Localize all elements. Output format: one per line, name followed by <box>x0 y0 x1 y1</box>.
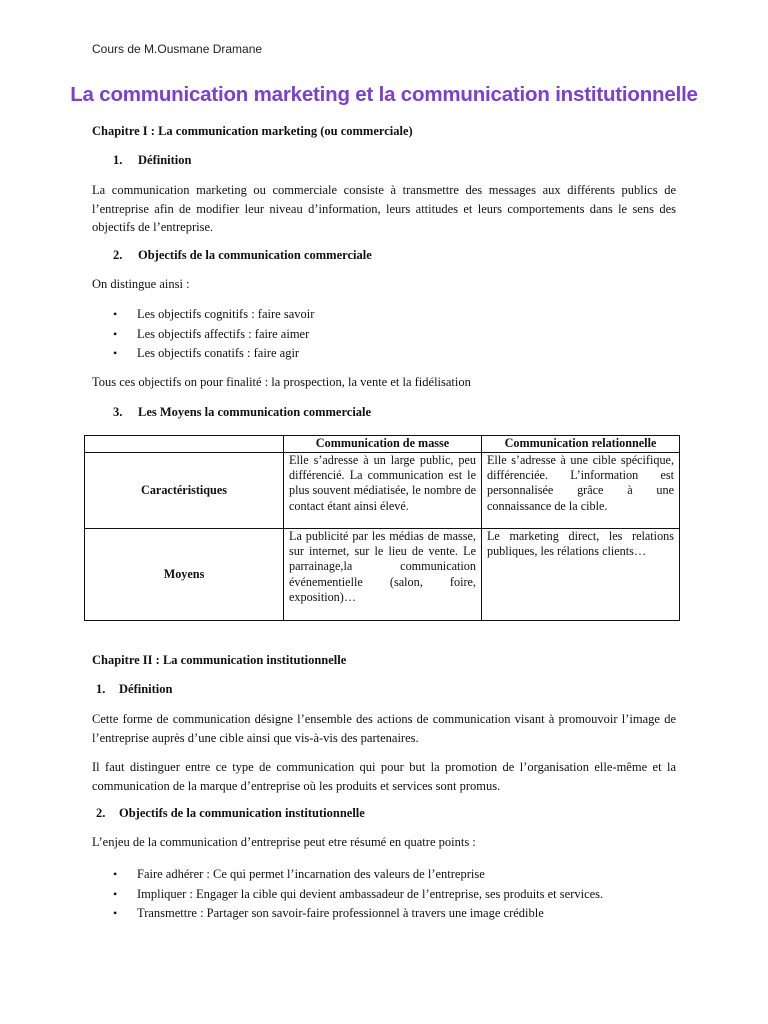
column-header-mass: Communication de masse <box>284 436 482 453</box>
course-author: Cours de M.Ousmane Dramane <box>92 42 263 56</box>
chapter-2-section-1-number: 1. <box>96 682 106 696</box>
chapter-1-section-1-title: Définition <box>138 153 192 167</box>
table-header-row <box>85 436 680 453</box>
chapter-2-section-1-title: Définition <box>119 682 173 696</box>
means-table <box>84 435 680 621</box>
chapter-1-objectives-list <box>113 305 314 364</box>
column-header-relational: Communication relationnelle <box>481 436 679 453</box>
chapter-2-section-2-number: 2. <box>96 806 106 820</box>
list-item <box>113 904 603 924</box>
chapter-1-definition-text: La communication marketing ou commerciale consiste à transmettre des messages aux différents publics de l’entreprise afin de modifier leur niveau d’information, leurs attitudes et leurs comportements dans le sens des objectifs de l’entreprise. <box>92 183 676 234</box>
bullet-icon: • <box>113 307 118 321</box>
bullet-icon: • <box>113 326 118 341</box>
chapter-1-section-3-number: 3. <box>113 405 123 419</box>
table-cell: Elle s’adresse à un large public, peu différencié. La communication est le plus souvent médiatisée, le nombre de contact étant ainsi élevé. <box>284 453 482 529</box>
list-item-text: Les objectifs cognitifs : faire savoir <box>137 307 315 321</box>
bullet-icon: • <box>113 886 118 901</box>
chapter-1-objectives-intro: On distingue ainsi : <box>92 277 190 291</box>
bullet-icon: • <box>113 906 118 920</box>
chapter-1-title: Chapitre I : La communication marketing (ou commerciale) <box>92 124 413 138</box>
table-corner-cell <box>85 436 284 453</box>
list-item <box>113 865 603 885</box>
list-item <box>113 885 603 905</box>
table-cell: La publicité par les médias de masse, sur internet, sur le lieu de vente. Le parrainage,la communication événementielle (salon, foire, exposition)… <box>284 529 482 621</box>
chapter-2-definition-text-1: Cette forme de communication désigne l’ensemble des actions de communication visant à promouvoir l’image de l’entreprise auprès d’une cible ainsi que vis-à-vis des partenaires. <box>92 712 676 745</box>
chapter-2-section-2-title: Objectifs de la communication institutionnelle <box>119 806 365 820</box>
list-item <box>113 344 314 364</box>
table-row <box>85 453 680 529</box>
table-row <box>85 529 680 621</box>
table-cell: Elle s’adresse à une cible spécifique, différenciée. L’information est personnalisée grâce à une connaissance de la cible. <box>481 453 679 529</box>
list-item-text: Transmettre : Partager son savoir-faire professionnel à travers une image crédible <box>137 906 544 920</box>
list-item <box>113 325 314 345</box>
chapter-2-objectives-list <box>113 865 603 924</box>
list-item-text: Faire adhérer : Ce qui permet l’incarnation des valeurs de l’entreprise <box>137 867 485 881</box>
chapter-1-section-3-title: Les Moyens la communication commerciale <box>138 405 372 419</box>
row-header-characteristics: Caractéristiques <box>85 453 284 529</box>
chapter-2-title: Chapitre II : La communication institutionnelle <box>92 653 347 667</box>
list-item-text: Les objectifs affectifs : faire aimer <box>137 326 310 341</box>
table-cell: Le marketing direct, les relations publiques, les rélations clients… <box>481 529 679 621</box>
bullet-icon: • <box>113 346 118 360</box>
chapter-1-section-2-number: 2. <box>113 248 123 262</box>
list-item <box>113 305 314 325</box>
chapter-2-objectives-intro: L’enjeu de la communication d’entreprise peut etre résumé en quatre points : <box>92 835 476 849</box>
list-item-text: Les objectifs conatifs : faire agir <box>137 346 300 360</box>
row-header-means: Moyens <box>85 529 284 621</box>
list-item-text: Impliquer : Engager la cible qui devient ambassadeur de l’entreprise, ses produits et services. <box>137 886 604 901</box>
bullet-icon: • <box>113 867 118 881</box>
document-title: La communication marketing et la communication institutionnelle <box>70 83 698 106</box>
chapter-1-section-1-number: 1. <box>113 153 123 167</box>
chapter-2-definition-text-2: Il faut distinguer entre ce type de communication qui pour but la promotion de l’organisation elle-même et la communication de la marque d’entreprise où les produits et services sont promus. <box>92 760 676 793</box>
chapter-1-section-2-title: Objectifs de la communication commerciale <box>138 248 372 262</box>
chapter-1-objectives-outro: Tous ces objectifs on pour finalité : la prospection, la vente et la fidélisation <box>92 375 471 389</box>
